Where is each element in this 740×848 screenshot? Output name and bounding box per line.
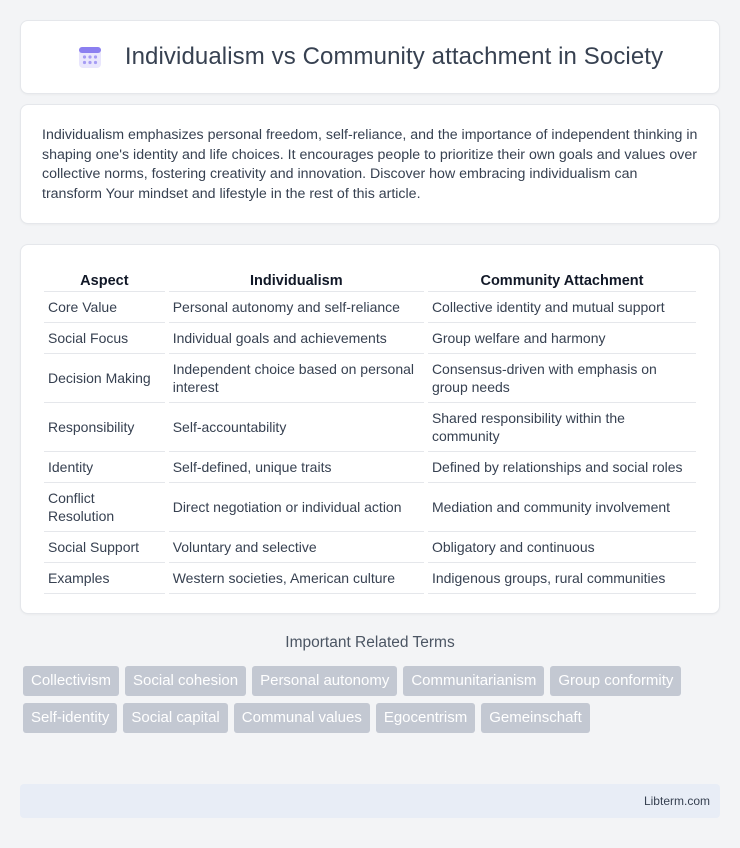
table-header-row [44,265,696,292]
table-cell: Obligatory and continuous [428,532,696,563]
related-terms-list [23,666,703,733]
table-row [44,354,696,403]
table-row [44,452,696,483]
table-cell: Social Focus [44,323,165,354]
table-cell: Identity [44,452,165,483]
table-row [44,483,696,532]
table-cell: Mediation and community involvement [428,483,696,532]
table-row [44,563,696,594]
table-cell: Defined by relationships and social roles [428,452,696,483]
table-cell: Personal autonomy and self-reliance [169,292,424,323]
table-cell: Core Value [44,292,165,323]
table-cell: Collective identity and mutual support [428,292,696,323]
tag-egocentrism[interactable]: Egocentrism [376,703,475,733]
tag-personal-autonomy[interactable]: Personal autonomy [252,666,397,696]
intro-card [20,104,720,224]
intro-paragraph: Individualism emphasizes personal freedom, self-reliance, and the importance of independent thinking in shaping one's identity and life choices. It encourages people to prioritize their own goals and values over collective norms, fostering creativity and innovation. Discover how embracing individualism can transform Your mindset and lifestyle in the rest of this article. [42,127,698,202]
table-cell: Indigenous groups, rural communities [428,563,696,594]
table-cell: Responsibility [44,403,165,452]
table-cell: Self-accountability [169,403,424,452]
tag-communal-values[interactable]: Communal values [234,703,370,733]
table-cell: Conflict Resolution [44,483,165,532]
comparison-table-card [20,244,720,614]
tag-group-conformity[interactable]: Group conformity [550,666,681,696]
table-cell: Independent choice based on personal interest [169,354,424,403]
footer-site-link[interactable]: Libterm.com [643,794,710,808]
table-cell: Individual goals and achievements [169,323,424,354]
calendar-grid-icon [77,44,103,70]
tag-social-cohesion[interactable]: Social cohesion [125,666,246,696]
tag-gemeinschaft[interactable]: Gemeinschaft [481,703,590,733]
column-header-individualism: Individualism [169,265,424,292]
column-header-aspect: Aspect [44,265,165,292]
table-cell: Shared responsibility within the community [428,403,696,452]
column-header-community: Community Attachment [428,265,696,292]
table-row [44,323,696,354]
related-terms-heading: Important Related Terms [285,634,455,651]
table-cell: Group welfare and harmony [428,323,696,354]
footer [20,784,720,818]
table-row [44,403,696,452]
table-cell: Examples [44,563,165,594]
table-cell: Voluntary and selective [169,532,424,563]
tag-self-identity[interactable]: Self-identity [23,703,117,733]
tag-collectivism[interactable]: Collectivism [23,666,119,696]
page-title: Individualism vs Community attachment in Society [124,43,664,70]
comparison-table [40,265,700,594]
table-cell: Consensus-driven with emphasis on group needs [428,354,696,403]
table-row [44,532,696,563]
table-cell: Self-defined, unique traits [169,452,424,483]
table-cell: Western societies, American culture [169,563,424,594]
header-card [20,20,720,94]
table-cell: Social Support [44,532,165,563]
tag-communitarianism[interactable]: Communitarianism [403,666,544,696]
tag-social-capital[interactable]: Social capital [123,703,227,733]
table-cell: Decision Making [44,354,165,403]
table-row [44,292,696,323]
table-cell: Direct negotiation or individual action [169,483,424,532]
